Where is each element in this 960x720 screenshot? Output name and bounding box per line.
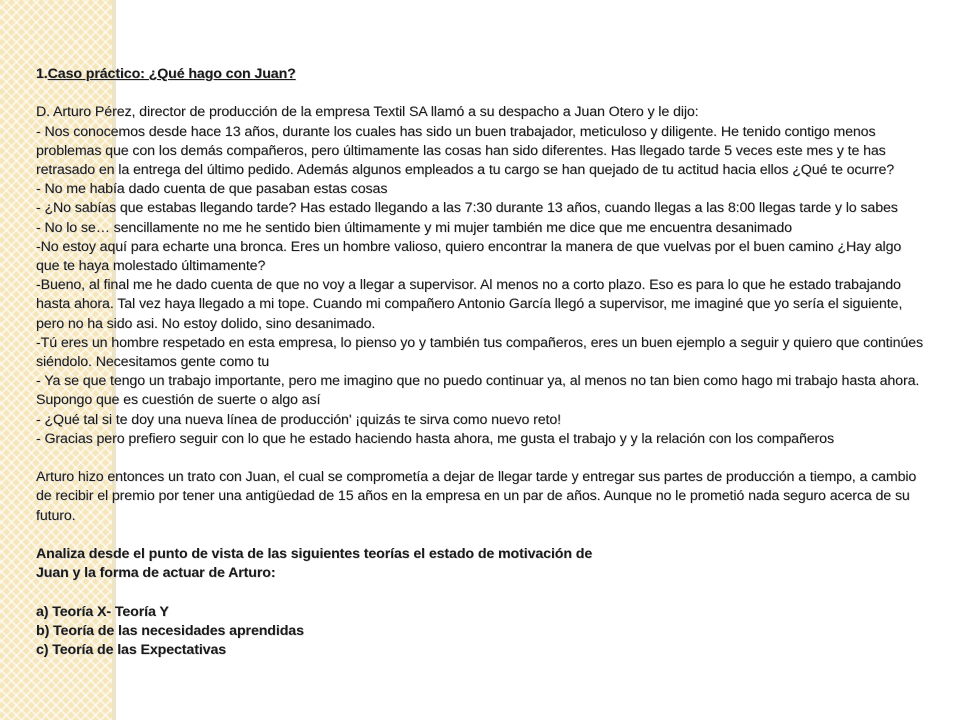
dialogue-line: -No estoy aquí para echarte una bronca. Eres un hombre valioso, quiero encontrar la manera de que vuelvas por el buen camino ¿Hay algo que te haya molestado últimamente? xyxy=(36,238,902,275)
spacer xyxy=(36,526,924,545)
dialogue-line: - No me había dado cuenta de que pasaban estas cosas xyxy=(36,181,388,198)
dialogue-line: -Tú eres un hombre respetado en esta empresa, lo pienso yo y también tus compañeros, eres un buen ejemplo a seguir y quiero que continúes siéndolo. Necesitamos gente como tu xyxy=(36,334,923,371)
option-item: b) Teoría de las necesidades aprendidas xyxy=(36,622,304,639)
spacer xyxy=(36,583,924,602)
slide-content xyxy=(36,65,924,660)
case-number: 1. xyxy=(36,66,48,82)
spacer xyxy=(36,449,924,468)
dialogue-line: -Bueno, al final me he dado cuenta de que no voy a llegar a supervisor. Al menos no a corto plazo. Eso es para lo que he estado trabajando hasta ahora. Tal vez haya llegado a mi tope. Cuando mi compañero Antonio García llegó a supervisor, me imaginé que yo sería el siguiente, pero no ha sido asi. No estoy dolido, sino desanimado. xyxy=(36,277,903,332)
case-title-text: Caso práctico: ¿Qué hago con Juan? xyxy=(47,66,296,82)
task-statement: Analiza desde el punto de vista de las siguientes teorías el estado de motivación de Juan y la forma de actuar de Arturo: xyxy=(36,546,593,582)
dialogue-line: - Ya se que tengo un trabajo importante, pero me imagino que no puedo continuar ya, al menos no tan bien como hago mi trabajo hasta ahora. Supongo que es cuestión de suerte o algo así xyxy=(36,373,920,409)
dialogue-intro: D. Arturo Pérez, director de producción de la empresa Textil SA llamó a su despacho a Juan Otero y le dijo: xyxy=(36,104,699,121)
dialogue-line: - No lo se… sencillamente no me he sentido bien últimamente y mi mujer también me dice que me encuentra desanimado xyxy=(36,219,792,236)
dialogue-line: - Gracias pero prefiero seguir con lo que he estado haciendo hasta ahora, me gusta el trabajo y y la relación con los compañeros xyxy=(36,430,834,447)
option-item: c) Teoría de las Expectativas xyxy=(36,642,227,659)
outcome-paragraph: Arturo hizo entonces un trato con Juan, el cual se comprometía a dejar de llegar tarde y entregar sus partes de producción a tiempo, a cambio de recibir el premio por tener una antigüedad de 15 años en la empresa en un par de años. Aunque no le prometió nada seguro acerca de su futuro. xyxy=(36,469,917,524)
dialogue-line: - ¿Qué tal si te doy una nueva línea de producción' ¡quizás te sirva como nuevo reto! xyxy=(36,411,561,428)
dialogue-line: - Nos conocemos desde hace 13 años, durante los cuales has sido un buen trabajador, meticuloso y diligente. He tenido contigo menos problemas que con los demás compañeros, pero últimamente las cosas han sido diferentes. Has llegado tarde 5 veces este mes y te has retrasado en la entrega del último pedido. Además algunos empleados a tu cargo se han quejado de tu actitud hacia ellos ¿Qué te ocurre? xyxy=(36,123,895,178)
case-title xyxy=(36,65,924,84)
dialogue-line: - ¿No sabías que estabas llegando tarde? Has estado llegando a las 7:30 durante 13 años, cuando llegas a las 8:00 llegas tarde y lo sabes xyxy=(36,200,898,217)
spacer xyxy=(36,84,924,103)
option-item: a) Teoría X- Teoría Y xyxy=(36,603,169,620)
